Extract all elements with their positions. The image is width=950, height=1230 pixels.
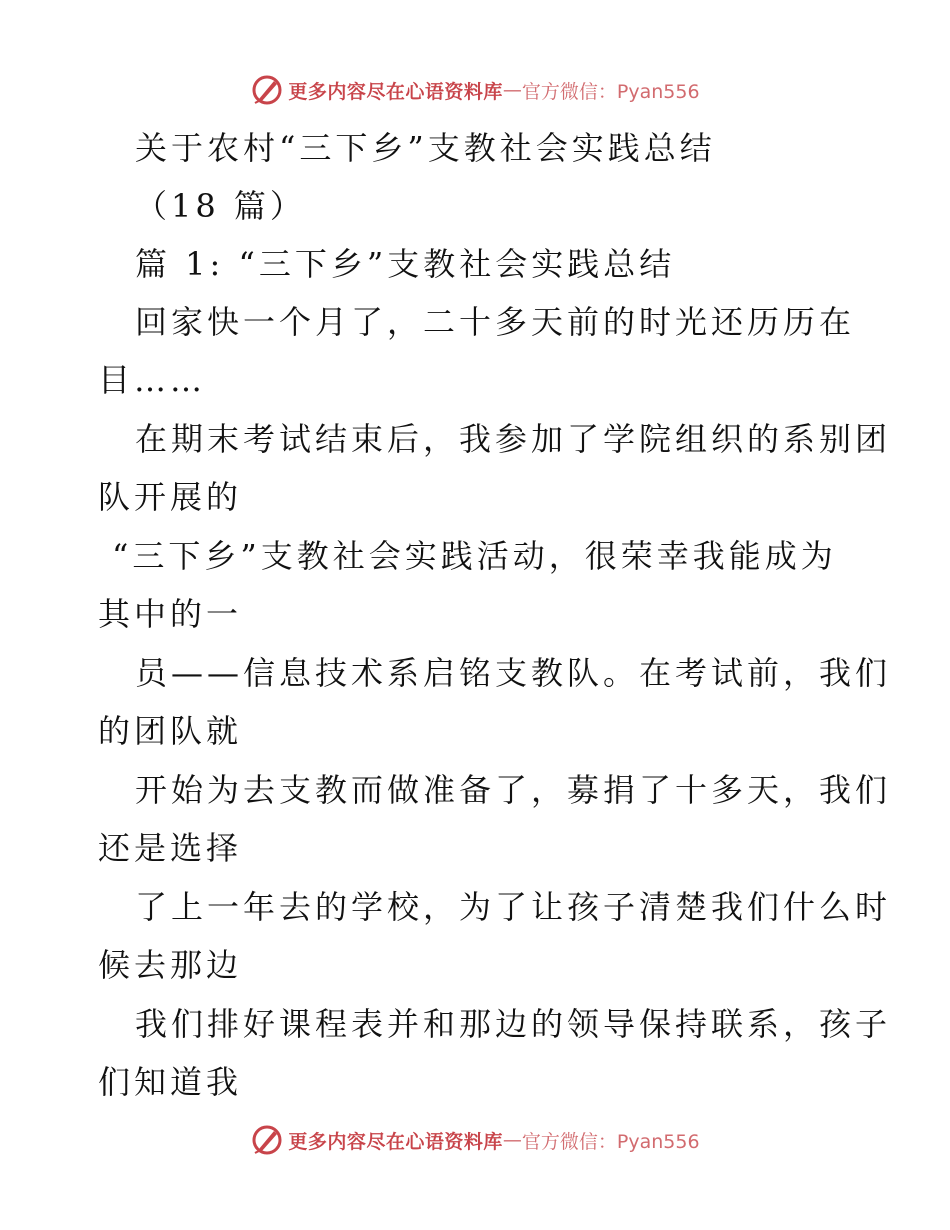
body-line: 还是选择	[98, 829, 243, 867]
banner-dash: —	[502, 1129, 522, 1151]
body-line: 的团队就	[98, 712, 243, 750]
banner-sub-text: 官方微信：Pyan556	[521, 1130, 700, 1153]
banner-main-text: 更多内容尽在心语资料库	[288, 1130, 503, 1153]
quill-pen-logo-icon	[250, 1123, 284, 1157]
body-line: 在期末考试结束后，我参加了学院组织的系别团	[135, 420, 892, 458]
footer-banner	[0, 1120, 950, 1160]
body-line: 队开展的	[98, 478, 243, 516]
body-line: 候去那边	[98, 946, 243, 984]
body-line: 其中的一	[98, 595, 243, 633]
banner-sub-text: 官方微信：Pyan556	[521, 80, 700, 103]
body-line: 了上一年去的学校，为了让孩子清楚我们什么时	[135, 888, 892, 926]
body-line: 开始为去支教而做准备了，募捐了十多天，我们	[135, 771, 892, 809]
body-line: “三下乡”支教社会实践活动，很荣幸我能成为	[112, 537, 837, 575]
body-line: 我们排好课程表并和那边的领导保持联系，孩子	[135, 1005, 892, 1043]
banner-main-text: 更多内容尽在心语资料库	[288, 80, 503, 103]
body-line: 目……	[98, 361, 207, 399]
body-line: 们知道我	[98, 1063, 243, 1101]
banner-dash: —	[502, 79, 522, 101]
section-heading: 篇 1: “三下乡”支教社会实践总结	[135, 245, 676, 283]
document-title: 关于农村“三下乡”支教社会实践总结	[135, 129, 716, 167]
body-line: 员——信息技术系启铭支教队。在考试前，我们	[135, 654, 892, 692]
document-title-count: （18 篇）	[135, 187, 306, 225]
body-line: 回家快一个月了，二十多天前的时光还历历在	[135, 303, 856, 341]
